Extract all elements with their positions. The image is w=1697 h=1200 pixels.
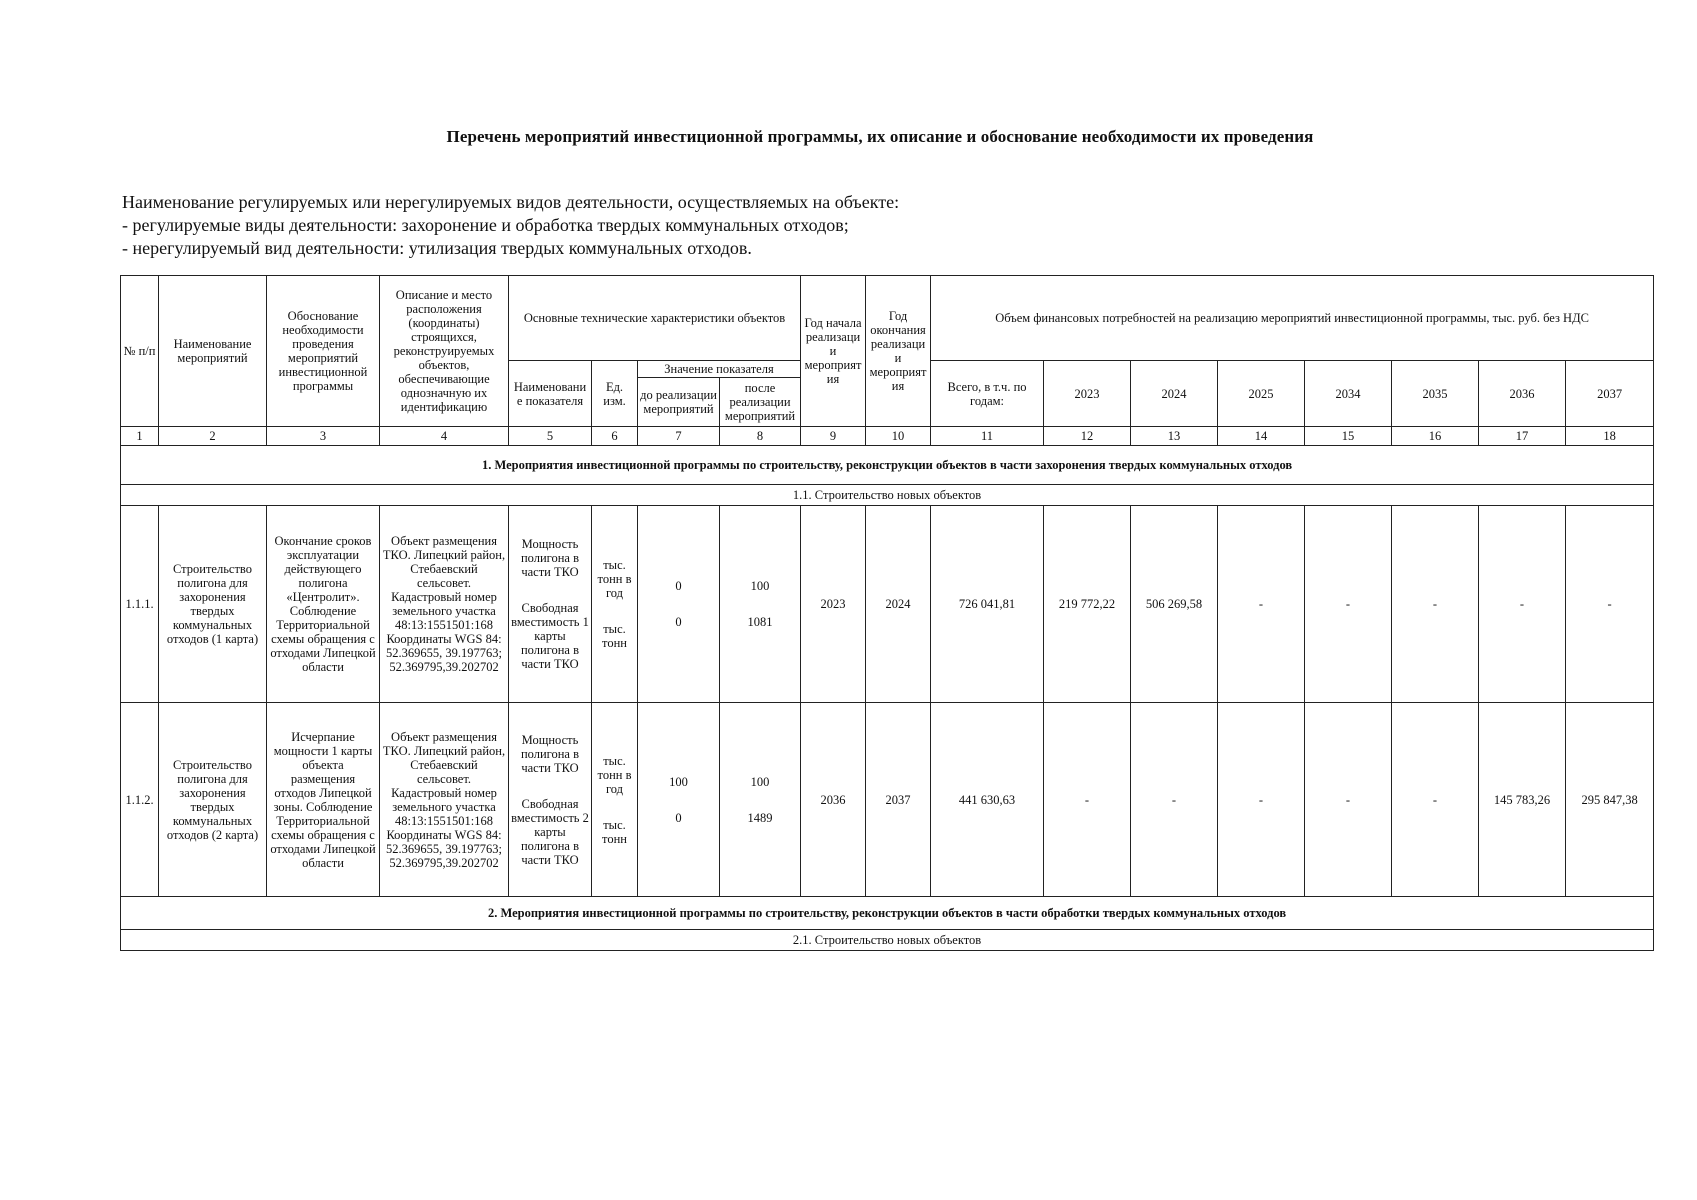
column-number: 16 — [1392, 427, 1479, 446]
unit-per-year: тыс. тонн в год — [597, 558, 632, 600]
row-number: 1.1.1. — [121, 506, 159, 703]
row-after — [720, 506, 801, 703]
unit-tonnes: тыс. тонн — [602, 622, 627, 650]
unit-per-year: тыс. тонн в год — [597, 753, 632, 796]
row-total: 726 041,81 — [931, 506, 1044, 703]
value-after: 100 — [750, 579, 770, 593]
row-year-value: 506 269,58 — [1131, 506, 1218, 703]
section-2-title: 2. Мероприятия инвестиционной программы по строительству, реконструкции объектов в части обработки твердых коммунальных отходов — [121, 897, 1654, 930]
header-total: Всего, в т.ч. по годам: — [931, 361, 1044, 427]
header-location: Описание и место расположения (координаты) строящихся, реконструируемых объектов, обеспечивающие однозначную их идентификацию — [380, 276, 509, 427]
document-title: Перечень мероприятий инвестиционной программы, их описание и обоснование необходимости их проведения — [446, 127, 1314, 146]
subsection-2-1-title: 2.1. Строительство новых объектов — [121, 930, 1654, 951]
row-year-value: 145 783,26 — [1479, 703, 1566, 897]
header-after: после реализации мероприятий — [720, 378, 801, 427]
column-number: 11 — [931, 427, 1044, 446]
row-before — [638, 506, 720, 703]
column-number: 6 — [592, 427, 638, 446]
column-number: 18 — [1566, 427, 1654, 446]
subsection-1-1-title: 1.1. Строительство новых объектов — [121, 485, 1654, 506]
column-number: 8 — [720, 427, 801, 446]
header-before: до реализации мероприятий — [638, 378, 720, 427]
header-justification: Обоснование необходимости проведения мероприятий инвестиционной программы — [267, 276, 380, 427]
table-row — [121, 506, 1654, 703]
column-numbers-row — [121, 427, 1654, 446]
subsection-1-1-row — [121, 485, 1654, 506]
row-year-value: - — [1305, 703, 1392, 897]
row-justification: Исчерпание мощности 1 карты объекта размещения отходов Липецкой зоны. Соблюдение Территориальной схемы обращения с отходами Липецкой области — [267, 703, 380, 897]
column-number: 13 — [1131, 427, 1218, 446]
row-year-value: - — [1479, 506, 1566, 703]
row-start-year: 2023 — [801, 506, 866, 703]
row-indicators — [509, 506, 592, 703]
row-before — [638, 703, 720, 897]
value-after: 1081 — [747, 615, 773, 629]
indicator-capacity: Мощность полигона в части ТКО — [520, 537, 580, 579]
row-year-value: - — [1305, 506, 1392, 703]
row-year-value: - — [1218, 506, 1305, 703]
row-year-value: 219 772,22 — [1044, 506, 1131, 703]
row-end-year: 2024 — [866, 506, 931, 703]
row-year-value: - — [1131, 703, 1218, 897]
header-finance-group: Объем финансовых потребностей на реализацию мероприятий инвестиционной программы, тыс. руб. без НДС — [931, 276, 1654, 361]
row-location: Объект размещения ТКО. Липецкий район, Стебаевский сельсовет. Кадастровый номер земельного участка 48:13:1551501:168 Координаты WGS 84: 52.369655, 39.197763; 52.369795,39.202702 — [380, 506, 509, 703]
activity-description — [122, 191, 899, 260]
section-2-row — [121, 897, 1654, 930]
column-number: 17 — [1479, 427, 1566, 446]
row-units — [592, 506, 638, 703]
section-1-row — [121, 446, 1654, 485]
intro-line: - нерегулируемый вид деятельности: утилизация твердых коммунальных отходов. — [122, 238, 752, 258]
column-number: 2 — [159, 427, 267, 446]
header-year: 2034 — [1305, 361, 1392, 427]
row-year-value: - — [1218, 703, 1305, 897]
header-start-year: Год начала реализаци и мероприят ия — [801, 276, 866, 427]
column-number: 12 — [1044, 427, 1131, 446]
row-name: Строительство полигона для захоронения твердых коммунальных отходов (1 карта) — [159, 506, 267, 703]
value-before: 0 — [675, 579, 682, 593]
column-number: 1 — [121, 427, 159, 446]
header-year: 2023 — [1044, 361, 1131, 427]
column-number: 5 — [509, 427, 592, 446]
header-year: 2025 — [1218, 361, 1305, 427]
row-year-value: 295 847,38 — [1566, 703, 1654, 897]
header-unit: Ед. изм. — [592, 361, 638, 427]
column-number: 14 — [1218, 427, 1305, 446]
row-name: Строительство полигона для захоронения твердых коммунальных отходов (2 карта) — [159, 703, 267, 897]
header-row-1 — [121, 276, 1654, 361]
row-start-year: 2036 — [801, 703, 866, 897]
header-year: 2024 — [1131, 361, 1218, 427]
row-location: Объект размещения ТКО. Липецкий район, Стебаевский сельсовет. Кадастровый номер земельного участка 48:13:1551501:168 Координаты WGS 84: 52.369655, 39.197763; 52.369795,39.202702 — [380, 703, 509, 897]
value-after: 1489 — [747, 810, 773, 825]
column-number: 3 — [267, 427, 380, 446]
row-number: 1.1.2. — [121, 703, 159, 897]
value-before: 0 — [675, 615, 682, 629]
row-year-value: - — [1044, 703, 1131, 897]
header-year: 2036 — [1479, 361, 1566, 427]
row-year-value: - — [1392, 506, 1479, 703]
column-number: 4 — [380, 427, 509, 446]
indicator-free-volume: Свободная вместимость 1 карты полигона в части ТКО — [511, 601, 589, 671]
intro-line: Наименование регулируемых или нерегулируемых видов деятельности, осуществляемых на объекте: — [122, 192, 900, 212]
section-1-title: 1. Мероприятия инвестиционной программы по строительству, реконструкции объектов в части захоронения твердых коммунальных отходов — [121, 446, 1654, 485]
header-year: 2037 — [1566, 361, 1654, 427]
column-number: 9 — [801, 427, 866, 446]
indicator-free-volume: Свободная вместимость 2 карты полигона в части ТКО — [511, 796, 589, 867]
row-units — [592, 703, 638, 897]
row-end-year: 2037 — [866, 703, 931, 897]
intro-line: - регулируемые виды деятельности: захоронение и обработка твердых коммунальных отходов; — [122, 215, 849, 235]
row-year-value: - — [1392, 703, 1479, 897]
subsection-2-1-row — [121, 930, 1654, 951]
header-end-year: Год окончания реализаци и мероприят ия — [866, 276, 931, 427]
value-before: 100 — [669, 774, 688, 789]
header-tech-group: Основные технические характеристики объектов — [509, 276, 801, 361]
value-after: 100 — [750, 774, 770, 789]
row-justification: Окончание сроков эксплуатации действующего полигона «Центролит». Соблюдение Территориальной схемы обращения с отходами Липецкой области — [267, 506, 380, 703]
column-number: 10 — [866, 427, 931, 446]
unit-tonnes: тыс. тонн — [602, 817, 627, 846]
header-year: 2035 — [1392, 361, 1479, 427]
row-year-value: - — [1566, 506, 1654, 703]
investment-measures-table — [120, 275, 1654, 951]
header-name: Наименование мероприятий — [159, 276, 267, 427]
header-value-group: Значение показателя — [638, 361, 801, 378]
header-num: № п/п — [121, 276, 159, 427]
table-row — [121, 703, 1654, 897]
header-indicator: Наименовани е показателя — [509, 361, 592, 427]
row-total: 441 630,63 — [931, 703, 1044, 897]
value-before: 0 — [675, 810, 682, 825]
column-number: 7 — [638, 427, 720, 446]
indicator-capacity: Мощность полигона в части ТКО — [520, 732, 580, 775]
row-indicators — [509, 703, 592, 897]
row-after — [720, 703, 801, 897]
column-number: 15 — [1305, 427, 1392, 446]
